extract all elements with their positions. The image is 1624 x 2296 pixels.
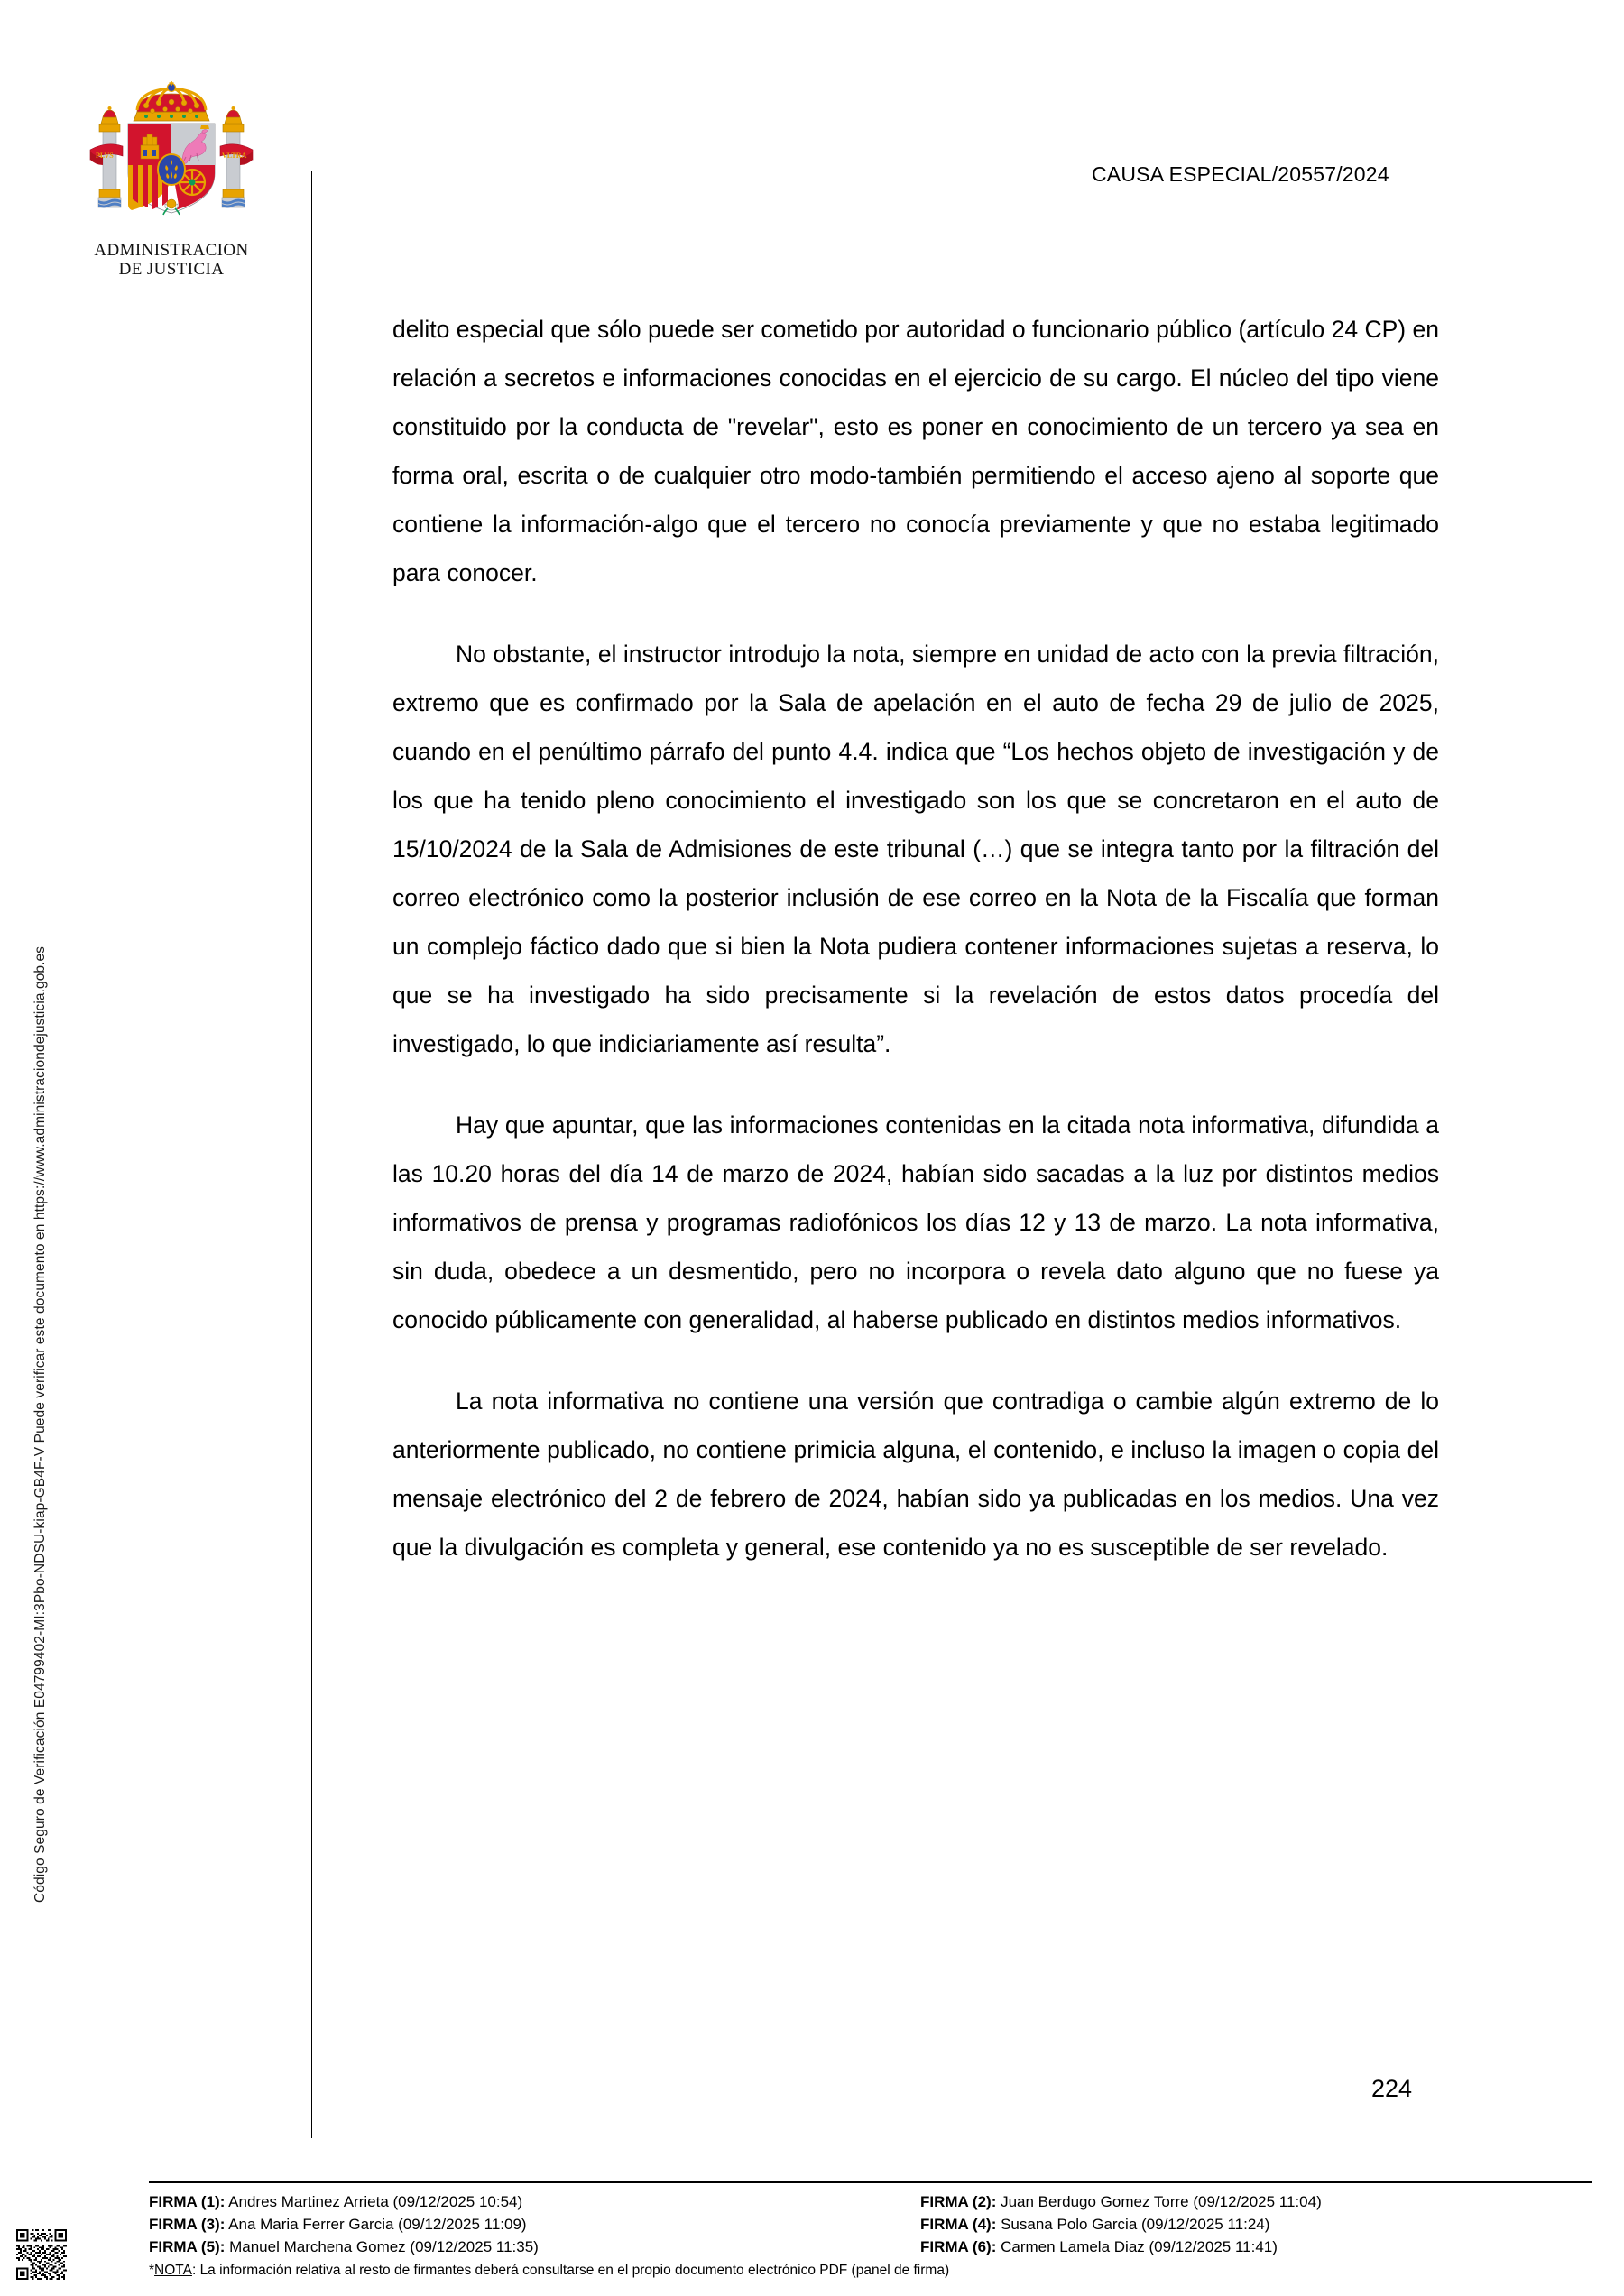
signature-entry [149, 2214, 920, 2236]
signature-footer [149, 2181, 1592, 2279]
signature-entry [920, 2236, 1592, 2258]
coat-of-arms-emblem [63, 81, 280, 280]
signature-name: Ana Maria Ferrer Garcia (09/12/2025 11:09) [228, 2216, 527, 2233]
document-body [392, 305, 1439, 1572]
paragraph: delito especial que sólo puede ser cometido por autoridad o funcionario público (artículo 24 CP) en relación a secretos e informaciones conocidas en el ejercicio de su cargo. El núcleo del tipo viene constituido por la conducta de "revelar", esto es poner en conocimiento de un tercero ya sea en forma oral, escrita o de cualquier otro modo-también permitiendo el acceso ajeno al soporte que contiene la información-algo que el tercero no conocía previamente y que no estaba legitimado para conocer. [392, 316, 1439, 586]
signature-entry [149, 2236, 920, 2258]
royal-crown [134, 81, 209, 121]
emblem-caption-line-2: DE JUSTICIA [118, 260, 225, 280]
emblem-caption-line-1: ADMINISTRACION [94, 241, 249, 260]
case-reference-header: CAUSA ESPECIAL/20557/2024 [1092, 162, 1389, 186]
footer-divider [149, 2181, 1592, 2183]
page-number: 224 [1371, 2075, 1413, 2102]
margin-divider [311, 171, 312, 2138]
svg-text:VLTRA: VLTRA [222, 152, 247, 160]
signature-name: Juan Berdugo Gomez Torre (09/12/2025 11:04) [1001, 2193, 1322, 2210]
signature-label: FIRMA (4): [920, 2216, 997, 2233]
paragraph: Hay que apuntar, que las informaciones contenidas en la citada nota informativa, difundida a las 10.20 horas del día 14 de marzo de 2024, habían sido sacadas a la luz por distintos medios informativos de prensa y programas radiofónicos los días 12 y 13 de marzo. La nota informativa, sin duda, obedece a un desmentido, pero no incorpora o revela dato alguno que no fuese ya conocido públicamente con generalidad, al haberse publicado en distintos medios informativos. [392, 1111, 1439, 1333]
signature-label: FIRMA (3): [149, 2216, 226, 2233]
spain-coat-of-arms-icon [81, 81, 262, 239]
signature-entry [920, 2191, 1592, 2213]
signature-label: FIRMA (1): [149, 2193, 226, 2210]
svg-text:PLVS: PLVS [96, 152, 114, 160]
signature-name: Andres Martinez Arrieta (09/12/2025 10:54) [228, 2193, 523, 2210]
signature-list [149, 2191, 1592, 2258]
paragraph: No obstante, el instructor introdujo la nota, siempre en unidad de acto con la previa filtración, extremo que es confirmado por la Sala de apelación en el auto de fecha 29 de julio de 2025, cuando en el penúltimo párrafo del punto 4.4. indica que “Los hechos objeto de investigación y de los que ha tenido pleno conocimiento el investigado son los que se concretaron en el auto de 15/10/2024 de la Sala de Admisiones de este tribunal (…) que se integra tanto por la filtración del correo electrónico como la posterior inclusión de ese correo en la Nota de la Fiscalía que forman un complejo fáctico dado que si bien la Nota pudiera contener informaciones sujetas a reserva, lo que se ha investigado ha sido precisamente si la revelación de estos datos procedía del investigado, lo que indiciariamente así resulta”. [392, 641, 1439, 1057]
paragraph: La nota informativa no contiene una versión que contradiga o cambie algún extremo de lo anteriormente publicado, no contiene primicia alguna, el contenido, e incluso la imagen o copia del mensaje electrónico del 2 de febrero de 2024, habían sido ya publicadas en los medios. Una vez que la divulgación es completa y general, ese contenido ya no es susceptible de ser revelado. [392, 1388, 1439, 1561]
shield [128, 124, 215, 215]
verification-code-text: Código Seguro de Verificación E04799402-MI:3Pbo-NDSU-kiap-GB4F-V Puede verificar este documento en https://www.administraciondejusticia.gob.es [32, 945, 48, 1903]
emblem-caption [63, 241, 280, 280]
signature-name: Carmen Lamela Diaz (09/12/2025 11:41) [1001, 2238, 1278, 2255]
signature-label: FIRMA (6): [920, 2238, 997, 2255]
signature-name: Manuel Marchena Gomez (09/12/2025 11:35) [229, 2238, 539, 2255]
signature-entry [149, 2191, 920, 2213]
signature-name: Susana Polo Garcia (09/12/2025 11:24) [1001, 2216, 1270, 2233]
verification-side-margin [0, 0, 63, 2296]
qr-code-icon [16, 2229, 67, 2280]
signature-label: FIRMA (5): [149, 2238, 226, 2255]
signature-label: FIRMA (2): [920, 2193, 997, 2210]
footer-note [149, 2263, 1592, 2279]
signature-entry [920, 2214, 1592, 2236]
footer-note-star: * [149, 2263, 155, 2278]
footer-note-text: : La información relativa al resto de firmantes deberá consultarse en el propio documento electrónico PDF (panel de firma) [191, 2263, 950, 2278]
footer-note-keyword: NOTA [154, 2263, 192, 2278]
